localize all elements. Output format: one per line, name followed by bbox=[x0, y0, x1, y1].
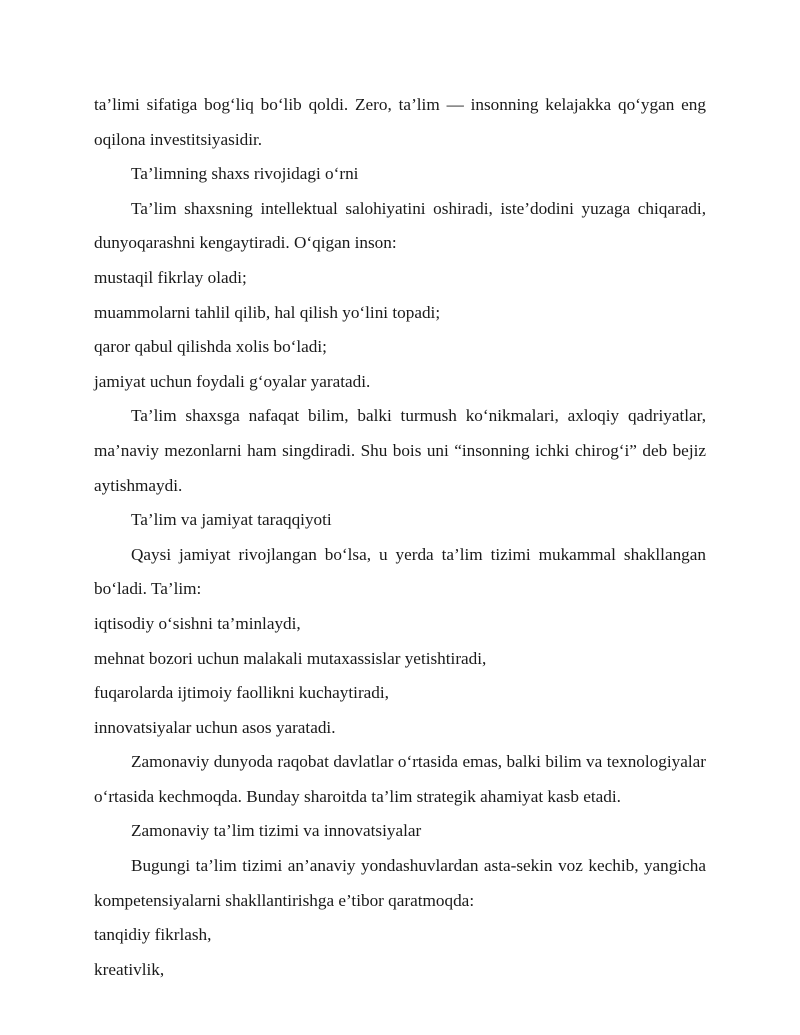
paragraph-intro-continuation: ta’limi sifatiga bog‘liq bo‘lib qoldi. Zero, ta’lim — insonning kelajakka qo‘ygan eng oqilona investitsiyasidir. bbox=[94, 95, 706, 149]
paragraph-modern-education: Bugungi ta’lim tizimi an’anaviy yondashuvlardan asta-sekin voz kechib, yangicha kompetensiyalarni shakllantirishga e’tibor qaratmoqda: bbox=[94, 856, 706, 910]
list-item: kreativlik, bbox=[94, 959, 165, 979]
section-heading-personal-development: Ta’limning shaxs rivojidagi o‘rni bbox=[131, 164, 359, 184]
document-body bbox=[94, 88, 706, 987]
list-item: qaror qabul qilishda xolis bo‘ladi; bbox=[94, 337, 327, 357]
list-item: mehnat bozori uchun malakali mutaxassislar yetishtiradi, bbox=[94, 648, 487, 668]
paragraph-competition: Zamonaviy dunyoda raqobat davlatlar o‘rtasida emas, balki bilim va texnologiyalar o‘rtasida kechmoqda. Bunday sharoitda ta’lim strategik ahamiyat kasb etadi. bbox=[94, 752, 706, 806]
list-item: innovatsiyalar uchun asos yaratadi. bbox=[94, 717, 336, 737]
section-heading-society-progress: Ta’lim va jamiyat taraqqiyoti bbox=[131, 510, 332, 530]
section-heading-modern-education: Zamonaviy ta’lim tizimi va innovatsiyalar bbox=[131, 821, 422, 841]
list-item: iqtisodiy o‘sishni ta’minlaydi, bbox=[94, 613, 301, 633]
paragraph-personal-development: Ta’lim shaxsning intellektual salohiyatini oshiradi, iste’dodini yuzaga chiqaradi, dunyoqarashni kengaytiradi. O‘qigan inson: bbox=[94, 198, 706, 253]
paragraph-society-progress: Qaysi jamiyat rivojlangan bo‘lsa, u yerda ta’lim tizimi mukammal shakllangan bo‘ladi. Ta’lim: bbox=[94, 544, 706, 599]
list-item: muammolarni tahlil qilib, hal qilish yo‘lini topadi; bbox=[94, 302, 441, 322]
list-item: fuqarolarda ijtimoiy faollikni kuchaytiradi, bbox=[94, 683, 389, 703]
list-item: jamiyat uchun foydali g‘oyalar yaratadi. bbox=[94, 371, 371, 391]
paragraph-values: Ta’lim shaxsga nafaqat bilim, balki turmush ko‘nikmalari, axloqiy qadriyatlar, ma’naviy mezonlarni ham singdiradi. Shu bois uni “insonning ichki chirog‘i” deb bejiz aytishmaydi. bbox=[94, 406, 706, 495]
list-item: tanqidiy fikrlash, bbox=[94, 925, 212, 945]
list-item: mustaqil fikrlay oladi; bbox=[94, 267, 247, 287]
